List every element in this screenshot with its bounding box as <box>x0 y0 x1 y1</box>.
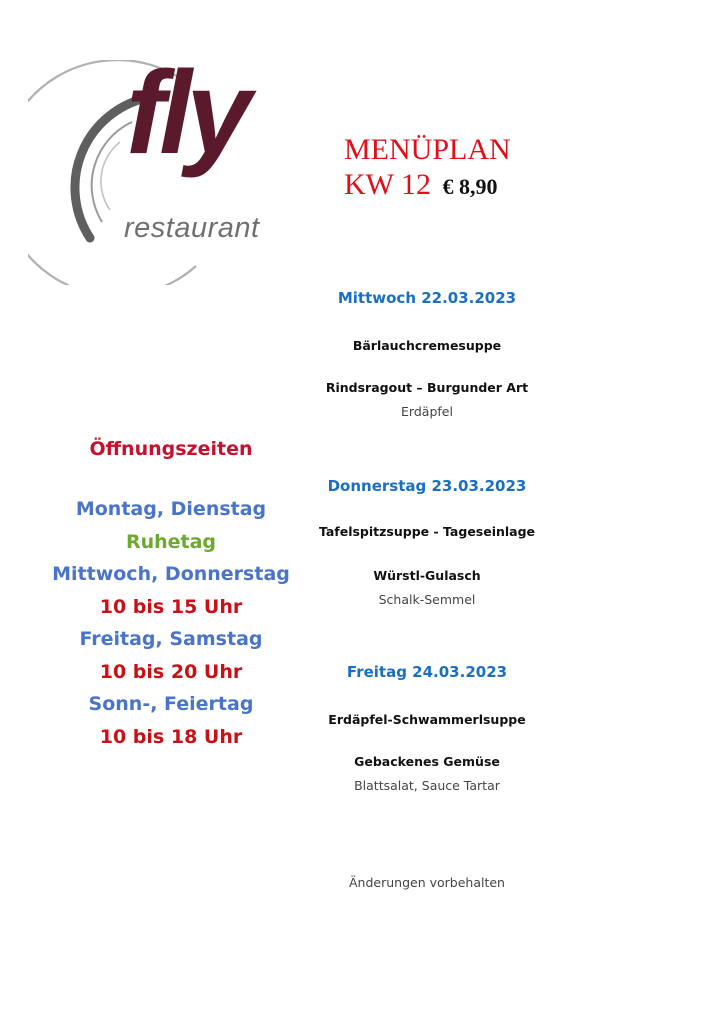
hours-line: Mittwoch, Donnerstag <box>52 563 290 585</box>
changes-reserved-note: Änderungen vorbehalten <box>349 875 505 890</box>
hours-line: Sonn-, Feiertag <box>88 693 254 715</box>
soup-dish: Tafelspitzsuppe - Tageseinlage <box>318 524 536 539</box>
week-number: KW 12 <box>344 168 431 201</box>
opening-hours-heading: Öffnungszeiten <box>89 438 253 460</box>
logo-wordmark: fly <box>126 47 246 179</box>
hours-line: Freitag, Samstag <box>79 628 263 650</box>
day-heading: Mittwoch 22.03.2023 <box>337 289 517 307</box>
side-dish: Schalk-Semmel <box>378 592 476 607</box>
hours-line: 10 bis 15 Uhr <box>99 595 243 618</box>
side-dish: Erdäpfel <box>401 404 453 419</box>
restaurant-logo <box>28 47 268 285</box>
menu-price: € 8,90 <box>442 174 498 199</box>
main-dish: Gebackenes Gemüse <box>354 754 500 769</box>
hours-line: Montag, Dienstag <box>75 498 267 520</box>
soup-dish: Bärlauchcremesuppe <box>352 338 502 353</box>
main-dish: Würstl-Gulasch <box>373 568 481 583</box>
main-dish: Rindsragout – Burgunder Art <box>325 380 529 395</box>
side-dish: Blattsalat, Sauce Tartar <box>354 778 500 793</box>
logo-subtitle: restaurant <box>124 212 260 244</box>
hours-line: Ruhetag <box>125 530 217 553</box>
soup-dish: Erdäpfel-Schwammerlsuppe <box>328 712 526 727</box>
week-line <box>344 167 511 204</box>
hours-line: 10 bis 18 Uhr <box>99 725 243 748</box>
hours-line: 10 bis 20 Uhr <box>99 660 243 683</box>
opening-hours <box>40 433 302 753</box>
menu-title: MENÜPLAN <box>344 133 511 166</box>
menu-title-block <box>344 132 511 204</box>
day-heading: Freitag 24.03.2023 <box>346 663 508 681</box>
day-heading: Donnerstag 23.03.2023 <box>327 477 527 495</box>
